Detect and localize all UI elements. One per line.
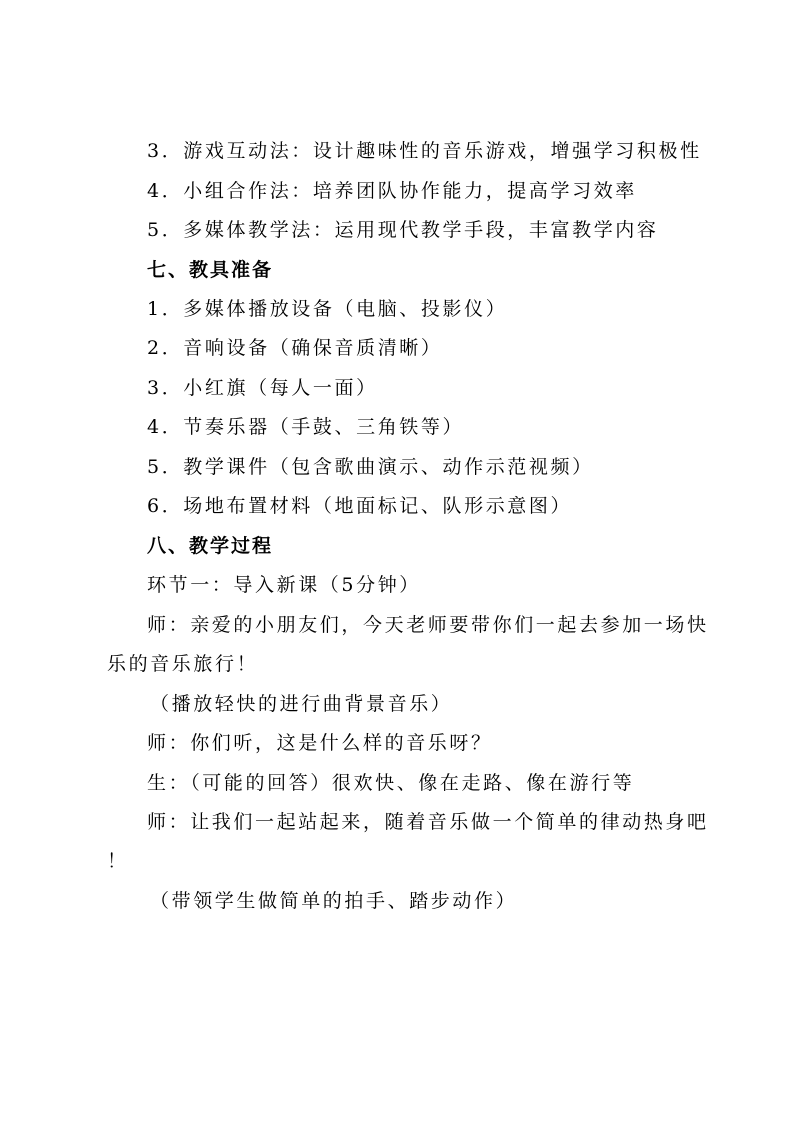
- section-heading-teaching-aids: 七、教具准备: [147, 259, 274, 281]
- stage-direction-1: （播放轻快的进行曲背景音乐）: [150, 693, 453, 715]
- method-item-4: 4．小组合作法：培养团队协作能力，提高学习效率: [147, 180, 637, 202]
- student-line-1: 生：（可能的回答）很欢快、像在走路、像在游行等: [147, 772, 635, 794]
- teacher-line-2: 师：你们听，这是什么样的音乐呀？: [147, 732, 493, 754]
- aid-item-4: 4．节奏乐器（手鼓、三角铁等）: [147, 416, 465, 438]
- stage-direction-2: （带领学生做简单的拍手、踏步动作）: [150, 890, 518, 912]
- teacher-line-1: 师：亲爱的小朋友们，今天老师要带你们一起去参加一场快: [147, 614, 709, 636]
- method-item-3: 3．游戏互动法：设计趣味性的音乐游戏，增强学习积极性: [147, 140, 702, 162]
- method-item-5: 5．多媒体教学法：运用现代教学手段，丰富教学内容: [147, 219, 659, 241]
- teacher-line-3-cont: ！: [107, 850, 129, 872]
- stage-one-title: 环节一：导入新课（5分钟）: [147, 574, 421, 596]
- section-heading-process: 八、教学过程: [147, 535, 274, 557]
- aid-item-5: 5．教学课件（包含歌曲演示、动作示范视频）: [147, 456, 594, 478]
- aid-item-2: 2．音响设备（确保音质清晰）: [147, 337, 443, 359]
- teacher-line-1-cont: 乐的音乐旅行！: [107, 653, 259, 675]
- teacher-line-3: 师：让我们一起站起来，随着音乐做一个简单的律动热身吧: [147, 811, 709, 833]
- aid-item-6: 6．场地布置材料（地面标记、队形示意图）: [147, 495, 573, 517]
- aid-item-3: 3．小红旗（每人一面）: [147, 377, 378, 399]
- aid-item-1: 1．多媒体播放设备（电脑、投影仪）: [147, 298, 508, 320]
